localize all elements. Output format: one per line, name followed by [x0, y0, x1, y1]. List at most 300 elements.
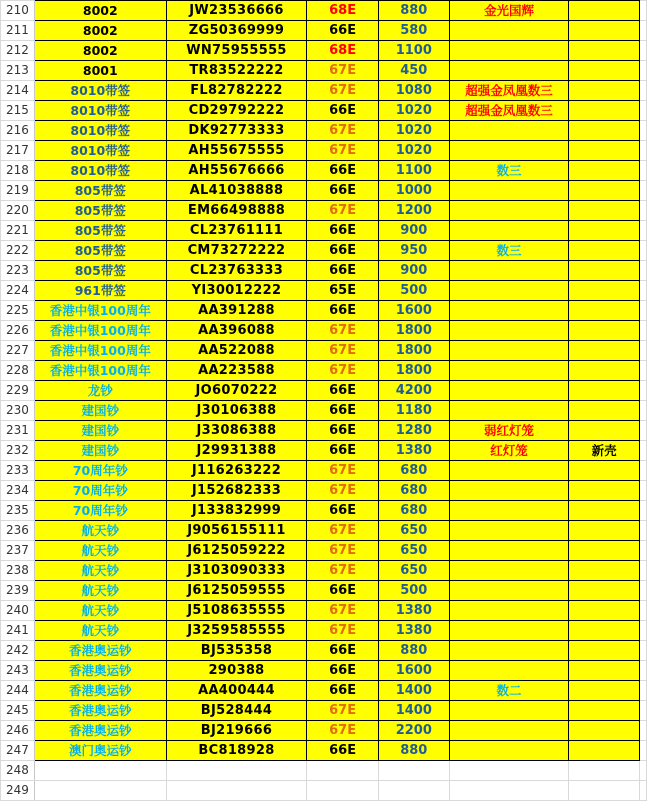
cell-note[interactable]: [449, 621, 569, 641]
cell-note[interactable]: [449, 701, 569, 721]
cell-grade[interactable]: 66E: [307, 501, 379, 521]
cell-remark[interactable]: [569, 421, 640, 441]
cell-note[interactable]: [449, 481, 569, 501]
cell-category[interactable]: 805带签: [34, 241, 166, 261]
cell-grade[interactable]: 66E: [307, 741, 379, 761]
cell-serial-number[interactable]: J3103090333: [166, 561, 307, 581]
cell-serial-number[interactable]: EM66498888: [166, 201, 307, 221]
row-header[interactable]: 215: [1, 101, 35, 121]
cell-empty[interactable]: [569, 781, 640, 801]
cell-price[interactable]: 1280: [378, 421, 449, 441]
cell-note[interactable]: [449, 741, 569, 761]
cell-empty[interactable]: [34, 761, 166, 781]
cell-serial-number[interactable]: J6125059555: [166, 581, 307, 601]
cell-grade[interactable]: 67E: [307, 61, 379, 81]
cell-empty[interactable]: [639, 201, 646, 221]
cell-empty[interactable]: [639, 101, 646, 121]
cell-serial-number[interactable]: JO6070222: [166, 381, 307, 401]
cell-category[interactable]: 龙钞: [34, 381, 166, 401]
cell-category[interactable]: 805带签: [34, 181, 166, 201]
cell-remark[interactable]: [569, 641, 640, 661]
cell-category[interactable]: 澳门奥运钞: [34, 741, 166, 761]
cell-empty[interactable]: [639, 161, 646, 181]
cell-remark[interactable]: [569, 141, 640, 161]
cell-category[interactable]: 香港奥运钞: [34, 681, 166, 701]
cell-category[interactable]: 建国钞: [34, 421, 166, 441]
cell-empty[interactable]: [307, 761, 379, 781]
cell-note[interactable]: [449, 461, 569, 481]
cell-empty[interactable]: [639, 521, 646, 541]
cell-note[interactable]: [449, 361, 569, 381]
row-header[interactable]: 238: [1, 561, 35, 581]
cell-price[interactable]: 1100: [378, 41, 449, 61]
cell-grade[interactable]: 66E: [307, 641, 379, 661]
cell-empty[interactable]: [639, 41, 646, 61]
cell-price[interactable]: 1800: [378, 341, 449, 361]
cell-note[interactable]: [449, 221, 569, 241]
cell-remark[interactable]: [569, 521, 640, 541]
cell-serial-number[interactable]: CM73272222: [166, 241, 307, 261]
cell-category[interactable]: 70周年钞: [34, 461, 166, 481]
cell-serial-number[interactable]: AH55675555: [166, 141, 307, 161]
cell-price[interactable]: 1020: [378, 121, 449, 141]
cell-remark[interactable]: [569, 101, 640, 121]
cell-category[interactable]: 香港奥运钞: [34, 721, 166, 741]
cell-note[interactable]: 数二: [449, 681, 569, 701]
cell-price[interactable]: 1400: [378, 681, 449, 701]
cell-category[interactable]: 航天钞: [34, 561, 166, 581]
cell-empty[interactable]: [639, 321, 646, 341]
row-header[interactable]: 213: [1, 61, 35, 81]
cell-note[interactable]: [449, 601, 569, 621]
cell-note[interactable]: [449, 521, 569, 541]
cell-note[interactable]: 弱红灯笼: [449, 421, 569, 441]
cell-note[interactable]: [449, 261, 569, 281]
cell-remark[interactable]: [569, 721, 640, 741]
cell-note[interactable]: [449, 21, 569, 41]
cell-grade[interactable]: 67E: [307, 541, 379, 561]
cell-remark[interactable]: [569, 341, 640, 361]
cell-serial-number[interactable]: J6125059222: [166, 541, 307, 561]
cell-note[interactable]: [449, 541, 569, 561]
cell-note[interactable]: 红灯笼: [449, 441, 569, 461]
cell-price[interactable]: 1020: [378, 101, 449, 121]
cell-empty[interactable]: [639, 441, 646, 461]
cell-price[interactable]: 900: [378, 261, 449, 281]
cell-serial-number[interactable]: J5108635555: [166, 601, 307, 621]
row-header[interactable]: 246: [1, 721, 35, 741]
cell-grade[interactable]: 66E: [307, 661, 379, 681]
cell-grade[interactable]: 67E: [307, 341, 379, 361]
cell-serial-number[interactable]: J133832999: [166, 501, 307, 521]
cell-empty[interactable]: [639, 761, 646, 781]
cell-serial-number[interactable]: BC818928: [166, 741, 307, 761]
cell-empty[interactable]: [307, 781, 379, 801]
cell-price[interactable]: 650: [378, 561, 449, 581]
cell-grade[interactable]: 67E: [307, 321, 379, 341]
cell-remark[interactable]: [569, 581, 640, 601]
cell-empty[interactable]: [639, 1, 646, 21]
cell-grade[interactable]: 67E: [307, 81, 379, 101]
cell-note[interactable]: [449, 181, 569, 201]
cell-category[interactable]: 8010带签: [34, 121, 166, 141]
cell-grade[interactable]: 67E: [307, 601, 379, 621]
cell-remark[interactable]: [569, 501, 640, 521]
cell-serial-number[interactable]: AL41038888: [166, 181, 307, 201]
cell-remark[interactable]: [569, 301, 640, 321]
cell-remark[interactable]: [569, 481, 640, 501]
cell-serial-number[interactable]: AA223588: [166, 361, 307, 381]
cell-price[interactable]: 1100: [378, 161, 449, 181]
cell-category[interactable]: 70周年钞: [34, 481, 166, 501]
cell-price[interactable]: 1000: [378, 181, 449, 201]
cell-note[interactable]: [449, 401, 569, 421]
cell-grade[interactable]: 66E: [307, 581, 379, 601]
cell-note[interactable]: [449, 41, 569, 61]
cell-note[interactable]: [449, 321, 569, 341]
cell-category[interactable]: 香港奥运钞: [34, 701, 166, 721]
cell-empty[interactable]: [639, 541, 646, 561]
cell-serial-number[interactable]: WN75955555: [166, 41, 307, 61]
cell-empty[interactable]: [639, 501, 646, 521]
row-header[interactable]: 240: [1, 601, 35, 621]
cell-note[interactable]: [449, 641, 569, 661]
cell-serial-number[interactable]: AA400444: [166, 681, 307, 701]
cell-empty[interactable]: [639, 181, 646, 201]
row-header[interactable]: 243: [1, 661, 35, 681]
cell-category[interactable]: 建国钞: [34, 401, 166, 421]
cell-empty[interactable]: [639, 781, 646, 801]
cell-note[interactable]: 超强金凤凰数三: [449, 81, 569, 101]
cell-category[interactable]: 香港中银100周年: [34, 321, 166, 341]
row-header[interactable]: 227: [1, 341, 35, 361]
cell-remark[interactable]: [569, 601, 640, 621]
cell-category[interactable]: 香港奥运钞: [34, 661, 166, 681]
cell-remark[interactable]: [569, 21, 640, 41]
cell-remark[interactable]: [569, 621, 640, 641]
row-header[interactable]: 232: [1, 441, 35, 461]
cell-price[interactable]: 1400: [378, 701, 449, 721]
cell-price[interactable]: 1600: [378, 661, 449, 681]
cell-empty[interactable]: [639, 21, 646, 41]
cell-grade[interactable]: 67E: [307, 521, 379, 541]
cell-grade[interactable]: 65E: [307, 281, 379, 301]
row-header[interactable]: 226: [1, 321, 35, 341]
cell-category[interactable]: 香港中银100周年: [34, 341, 166, 361]
cell-remark[interactable]: [569, 461, 640, 481]
row-header[interactable]: 242: [1, 641, 35, 661]
cell-empty[interactable]: [569, 761, 640, 781]
cell-remark[interactable]: [569, 181, 640, 201]
cell-empty[interactable]: [639, 381, 646, 401]
cell-note[interactable]: [449, 121, 569, 141]
cell-empty[interactable]: [34, 781, 166, 801]
cell-empty[interactable]: [639, 121, 646, 141]
cell-category[interactable]: 8010带签: [34, 161, 166, 181]
cell-grade[interactable]: 66E: [307, 421, 379, 441]
row-header[interactable]: 229: [1, 381, 35, 401]
cell-grade[interactable]: 66E: [307, 261, 379, 281]
row-header[interactable]: 223: [1, 261, 35, 281]
cell-remark[interactable]: [569, 281, 640, 301]
cell-empty[interactable]: [449, 761, 569, 781]
cell-price[interactable]: 650: [378, 521, 449, 541]
cell-empty[interactable]: [639, 601, 646, 621]
cell-remark[interactable]: [569, 221, 640, 241]
cell-serial-number[interactable]: BJ219666: [166, 721, 307, 741]
cell-empty[interactable]: [639, 621, 646, 641]
cell-serial-number[interactable]: CD29792222: [166, 101, 307, 121]
row-header[interactable]: 245: [1, 701, 35, 721]
cell-remark[interactable]: [569, 681, 640, 701]
cell-grade[interactable]: 67E: [307, 621, 379, 641]
cell-remark[interactable]: [569, 121, 640, 141]
row-header[interactable]: 248: [1, 761, 35, 781]
cell-price[interactable]: 4200: [378, 381, 449, 401]
cell-grade[interactable]: 66E: [307, 101, 379, 121]
cell-price[interactable]: 580: [378, 21, 449, 41]
cell-remark[interactable]: [569, 741, 640, 761]
cell-empty[interactable]: [639, 281, 646, 301]
cell-serial-number[interactable]: YI30012222: [166, 281, 307, 301]
cell-grade[interactable]: 68E: [307, 1, 379, 21]
row-header[interactable]: 244: [1, 681, 35, 701]
cell-note[interactable]: [449, 581, 569, 601]
cell-note[interactable]: [449, 201, 569, 221]
row-header[interactable]: 218: [1, 161, 35, 181]
row-header[interactable]: 241: [1, 621, 35, 641]
row-header[interactable]: 214: [1, 81, 35, 101]
row-header[interactable]: 228: [1, 361, 35, 381]
cell-serial-number[interactable]: J9056155111: [166, 521, 307, 541]
row-header[interactable]: 230: [1, 401, 35, 421]
row-header[interactable]: 236: [1, 521, 35, 541]
cell-note[interactable]: 数三: [449, 161, 569, 181]
cell-remark[interactable]: [569, 161, 640, 181]
cell-remark[interactable]: [569, 661, 640, 681]
cell-price[interactable]: 1800: [378, 321, 449, 341]
cell-grade[interactable]: 66E: [307, 181, 379, 201]
row-header[interactable]: 235: [1, 501, 35, 521]
cell-price[interactable]: 1180: [378, 401, 449, 421]
cell-empty[interactable]: [639, 721, 646, 741]
cell-category[interactable]: 8010带签: [34, 81, 166, 101]
cell-note[interactable]: [449, 561, 569, 581]
cell-note[interactable]: 超强金凤凰数三: [449, 101, 569, 121]
cell-empty[interactable]: [639, 581, 646, 601]
row-header[interactable]: 210: [1, 1, 35, 21]
cell-empty[interactable]: [639, 681, 646, 701]
cell-empty[interactable]: [639, 141, 646, 161]
cell-note[interactable]: 金光国辉: [449, 1, 569, 21]
cell-note[interactable]: [449, 381, 569, 401]
cell-empty[interactable]: [639, 461, 646, 481]
cell-category[interactable]: 70周年钞: [34, 501, 166, 521]
row-header[interactable]: 222: [1, 241, 35, 261]
row-header[interactable]: 221: [1, 221, 35, 241]
cell-serial-number[interactable]: BJ535358: [166, 641, 307, 661]
row-header[interactable]: 239: [1, 581, 35, 601]
cell-remark[interactable]: [569, 321, 640, 341]
cell-serial-number[interactable]: AA391288: [166, 301, 307, 321]
cell-remark[interactable]: [569, 81, 640, 101]
cell-category[interactable]: 航天钞: [34, 521, 166, 541]
cell-grade[interactable]: 67E: [307, 561, 379, 581]
cell-price[interactable]: 950: [378, 241, 449, 261]
cell-category[interactable]: 8010带签: [34, 101, 166, 121]
cell-category[interactable]: 香港中银100周年: [34, 301, 166, 321]
cell-grade[interactable]: 66E: [307, 221, 379, 241]
cell-price[interactable]: 450: [378, 61, 449, 81]
cell-serial-number[interactable]: JW23536666: [166, 1, 307, 21]
cell-category[interactable]: 建国钞: [34, 441, 166, 461]
cell-empty[interactable]: [639, 701, 646, 721]
cell-price[interactable]: 1200: [378, 201, 449, 221]
cell-serial-number[interactable]: TR83522222: [166, 61, 307, 81]
cell-empty[interactable]: [639, 481, 646, 501]
cell-empty[interactable]: [449, 781, 569, 801]
cell-empty[interactable]: [639, 561, 646, 581]
row-header[interactable]: 224: [1, 281, 35, 301]
cell-remark[interactable]: [569, 381, 640, 401]
cell-remark[interactable]: [569, 561, 640, 581]
cell-price[interactable]: 900: [378, 221, 449, 241]
cell-remark[interactable]: [569, 201, 640, 221]
cell-remark[interactable]: [569, 1, 640, 21]
cell-note[interactable]: [449, 661, 569, 681]
cell-note[interactable]: [449, 281, 569, 301]
cell-serial-number[interactable]: ZG50369999: [166, 21, 307, 41]
cell-grade[interactable]: 67E: [307, 121, 379, 141]
cell-serial-number[interactable]: J116263222: [166, 461, 307, 481]
cell-category[interactable]: 805带签: [34, 261, 166, 281]
cell-category[interactable]: 805带签: [34, 221, 166, 241]
cell-serial-number[interactable]: J30106388: [166, 401, 307, 421]
cell-empty[interactable]: [639, 341, 646, 361]
cell-category[interactable]: 961带签: [34, 281, 166, 301]
cell-price[interactable]: 1080: [378, 81, 449, 101]
cell-empty[interactable]: [639, 741, 646, 761]
cell-grade[interactable]: 66E: [307, 681, 379, 701]
cell-note[interactable]: [449, 501, 569, 521]
cell-note[interactable]: [449, 341, 569, 361]
cell-remark[interactable]: [569, 361, 640, 381]
cell-serial-number[interactable]: AH55676666: [166, 161, 307, 181]
cell-grade[interactable]: 67E: [307, 481, 379, 501]
cell-serial-number[interactable]: J152682333: [166, 481, 307, 501]
cell-note[interactable]: [449, 141, 569, 161]
cell-remark[interactable]: 新壳: [569, 441, 640, 461]
cell-remark[interactable]: [569, 701, 640, 721]
cell-grade[interactable]: 66E: [307, 241, 379, 261]
cell-price[interactable]: 880: [378, 1, 449, 21]
cell-category[interactable]: 航天钞: [34, 541, 166, 561]
cell-category[interactable]: 航天钞: [34, 581, 166, 601]
cell-grade[interactable]: 67E: [307, 721, 379, 741]
cell-serial-number[interactable]: BJ528444: [166, 701, 307, 721]
cell-serial-number[interactable]: J29931388: [166, 441, 307, 461]
cell-category[interactable]: 航天钞: [34, 601, 166, 621]
cell-category[interactable]: 805带签: [34, 201, 166, 221]
cell-price[interactable]: 650: [378, 541, 449, 561]
cell-empty[interactable]: [639, 641, 646, 661]
cell-empty[interactable]: [378, 781, 449, 801]
cell-empty[interactable]: [639, 81, 646, 101]
cell-category[interactable]: 航天钞: [34, 621, 166, 641]
cell-serial-number[interactable]: J33086388: [166, 421, 307, 441]
cell-grade[interactable]: 66E: [307, 21, 379, 41]
cell-empty[interactable]: [639, 421, 646, 441]
cell-category[interactable]: 香港中银100周年: [34, 361, 166, 381]
cell-empty[interactable]: [378, 761, 449, 781]
cell-serial-number[interactable]: DK92773333: [166, 121, 307, 141]
cell-grade[interactable]: 67E: [307, 361, 379, 381]
cell-price[interactable]: 1380: [378, 621, 449, 641]
cell-serial-number[interactable]: 290388: [166, 661, 307, 681]
row-header[interactable]: 219: [1, 181, 35, 201]
row-header[interactable]: 211: [1, 21, 35, 41]
row-header[interactable]: 220: [1, 201, 35, 221]
cell-price[interactable]: 880: [378, 741, 449, 761]
cell-empty[interactable]: [639, 61, 646, 81]
cell-remark[interactable]: [569, 401, 640, 421]
cell-serial-number[interactable]: AA522088: [166, 341, 307, 361]
cell-price[interactable]: 1800: [378, 361, 449, 381]
cell-price[interactable]: 680: [378, 501, 449, 521]
cell-remark[interactable]: [569, 41, 640, 61]
cell-grade[interactable]: 67E: [307, 141, 379, 161]
cell-remark[interactable]: [569, 541, 640, 561]
cell-category[interactable]: 8010带签: [34, 141, 166, 161]
row-header[interactable]: 231: [1, 421, 35, 441]
cell-empty[interactable]: [639, 361, 646, 381]
cell-price[interactable]: 1380: [378, 441, 449, 461]
cell-grade[interactable]: 66E: [307, 401, 379, 421]
cell-grade[interactable]: 68E: [307, 41, 379, 61]
cell-empty[interactable]: [639, 261, 646, 281]
cell-price[interactable]: 880: [378, 641, 449, 661]
cell-note[interactable]: [449, 721, 569, 741]
cell-price[interactable]: 1600: [378, 301, 449, 321]
cell-price[interactable]: 500: [378, 581, 449, 601]
row-header[interactable]: 249: [1, 781, 35, 801]
cell-grade[interactable]: 67E: [307, 201, 379, 221]
cell-serial-number[interactable]: CL23763333: [166, 261, 307, 281]
cell-remark[interactable]: [569, 261, 640, 281]
row-header[interactable]: 247: [1, 741, 35, 761]
cell-serial-number[interactable]: CL23761111: [166, 221, 307, 241]
cell-remark[interactable]: [569, 61, 640, 81]
cell-price[interactable]: 680: [378, 461, 449, 481]
cell-empty[interactable]: [639, 401, 646, 421]
cell-note[interactable]: [449, 301, 569, 321]
cell-category[interactable]: 8001: [34, 61, 166, 81]
cell-grade[interactable]: 67E: [307, 701, 379, 721]
cell-price[interactable]: 2200: [378, 721, 449, 741]
cell-grade[interactable]: 66E: [307, 161, 379, 181]
cell-empty[interactable]: [639, 661, 646, 681]
row-header[interactable]: 217: [1, 141, 35, 161]
cell-grade[interactable]: 67E: [307, 461, 379, 481]
cell-category[interactable]: 8002: [34, 21, 166, 41]
cell-serial-number[interactable]: J3259585555: [166, 621, 307, 641]
cell-note[interactable]: [449, 61, 569, 81]
cell-price[interactable]: 500: [378, 281, 449, 301]
row-header[interactable]: 234: [1, 481, 35, 501]
cell-empty[interactable]: [639, 241, 646, 261]
row-header[interactable]: 237: [1, 541, 35, 561]
cell-category[interactable]: 8002: [34, 1, 166, 21]
